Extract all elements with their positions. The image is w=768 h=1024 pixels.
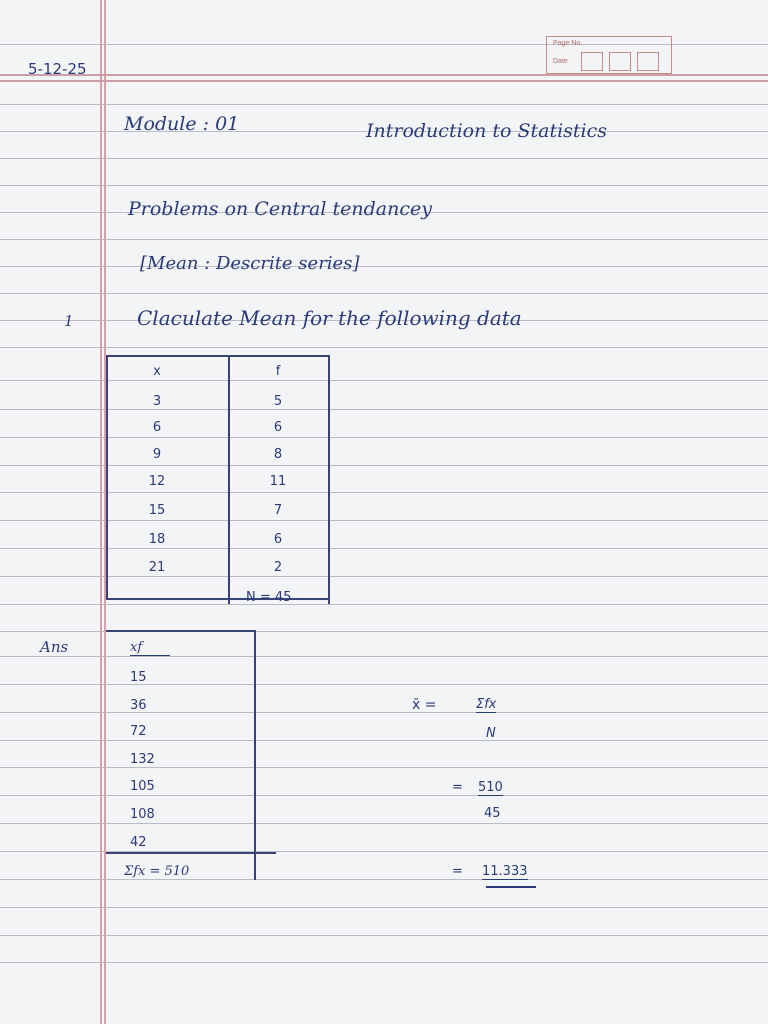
section-heading: [Mean : Descrite series]: [140, 253, 360, 274]
table-cell-x: 6: [152, 420, 162, 435]
ruled-line: [0, 604, 768, 605]
ruled-line: [0, 907, 768, 908]
ruled-line: [0, 437, 768, 438]
result-equals: =: [452, 864, 463, 879]
step-equals: =: [452, 780, 463, 795]
table-total-n: N = 45: [246, 590, 292, 605]
answer-value: 15: [130, 670, 147, 685]
ruled-line: [0, 767, 768, 768]
table-cell-f: 8: [273, 447, 283, 462]
table-cell-f: 6: [273, 420, 283, 435]
table-cell-f: 5: [273, 394, 283, 409]
table-left-border: [106, 355, 108, 599]
date-box-2: [609, 52, 631, 71]
ruled-line: [0, 520, 768, 521]
table-mid-border: [228, 355, 230, 604]
date-label: Date: [553, 58, 568, 65]
table-cell-x: 12: [148, 474, 166, 489]
formula-denominator: N: [486, 726, 496, 741]
answer-header: xf: [130, 640, 170, 656]
ruled-line: [0, 962, 768, 963]
table-cell-f: 11: [269, 474, 287, 489]
answer-right-border: [254, 630, 256, 880]
question-number: 1: [64, 312, 74, 330]
ruled-line: [0, 409, 768, 410]
result-underline: [486, 886, 536, 888]
date-box-3: [637, 52, 659, 71]
answer-value: 36: [130, 698, 147, 713]
answer-total-line: [106, 852, 276, 854]
ruled-line: [0, 492, 768, 493]
ruled-line: [0, 740, 768, 741]
ruled-line: [0, 823, 768, 824]
ruled-line: [0, 548, 768, 549]
ruled-line: [0, 465, 768, 466]
formula-numerator: Σfx: [476, 697, 497, 712]
table-cell-f: 2: [273, 560, 283, 575]
table-cell-f: 6: [273, 532, 283, 547]
ruled-line: [0, 795, 768, 796]
module-title: Module : 01: [124, 113, 240, 135]
column-header-f: f: [275, 364, 281, 379]
table-cell-x: 15: [148, 503, 166, 518]
column-header-x: x: [153, 364, 161, 379]
formula-lhs: x̄ =: [412, 697, 437, 713]
ruled-line: [0, 380, 768, 381]
page-number-box: [546, 36, 672, 74]
ruled-line: [0, 347, 768, 348]
date-box-1: [581, 52, 603, 71]
header-rule-2: [0, 80, 768, 82]
ruled-line: [0, 185, 768, 186]
table-top-border: [106, 355, 330, 357]
question-text: Claculate Mean for the following data: [137, 306, 522, 330]
ruled-line: [0, 266, 768, 267]
table-cell-f: 7: [273, 503, 283, 518]
page-no-label: Page No.: [553, 40, 583, 47]
answer-total: Σfx = 510: [124, 864, 190, 879]
table-cell-x: 3: [152, 394, 162, 409]
answer-value: 108: [130, 807, 155, 822]
ruled-line: [0, 293, 768, 294]
ruled-line: [0, 239, 768, 240]
answer-value: 105: [130, 779, 155, 794]
subtitle: Problems on Central tendancey: [128, 198, 432, 220]
answer-value: 132: [130, 752, 155, 767]
table-cell-x: 18: [148, 532, 166, 547]
table-cell-x: 9: [152, 447, 162, 462]
ruled-line: [0, 656, 768, 657]
step-denominator: 45: [484, 806, 501, 821]
ruled-line: [0, 879, 768, 880]
ruled-line: [0, 158, 768, 159]
table-cell-x: 21: [148, 560, 166, 575]
ruled-line: [0, 935, 768, 936]
topic-title: Introduction to Statistics: [366, 120, 608, 142]
step-numerator: 510: [478, 780, 503, 795]
answer-value: 42: [130, 835, 147, 850]
result-value: 11.333: [482, 864, 528, 879]
ruled-line: [0, 712, 768, 713]
ruled-line: [0, 104, 768, 105]
table-bottom-border: [106, 598, 330, 600]
table-right-border: [328, 355, 330, 604]
answer-label: Ans: [40, 638, 69, 656]
ruled-line: [0, 684, 768, 685]
header-rule: [0, 74, 768, 76]
ruled-line: [0, 576, 768, 577]
margin-line-1: [100, 0, 102, 1024]
answer-value: 72: [130, 724, 147, 739]
date-text: 5-12-25: [28, 60, 87, 78]
answer-top-border: [106, 630, 256, 632]
